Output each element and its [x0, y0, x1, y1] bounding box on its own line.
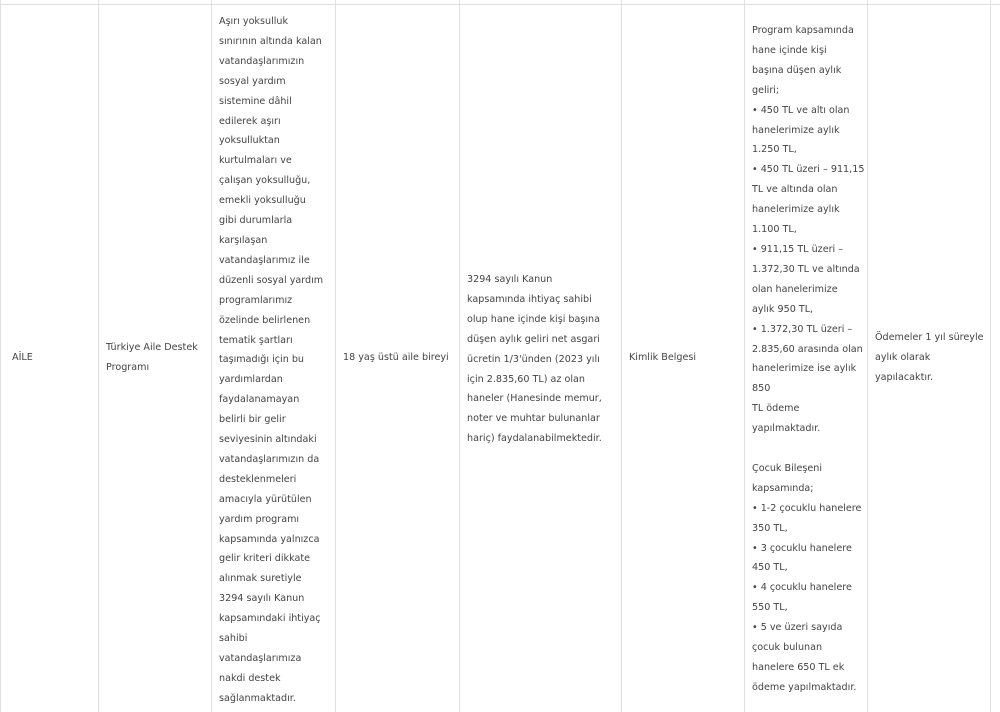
purpose-line: sınırının altında kalan	[219, 35, 322, 47]
purpose-line: yardım programı	[219, 513, 300, 525]
purpose-line: kapsamındaki ihtiyaç	[219, 613, 321, 625]
amount-line: • 450 TL üzeri – 911,15	[752, 164, 865, 176]
column-divider	[459, 5, 460, 712]
amount-line: • 1.372,30 TL üzeri –	[752, 323, 853, 335]
amount-line: hanelerimize aylık	[752, 124, 840, 136]
amount-line: TL ve altında olan	[752, 184, 838, 196]
amount-line: ödeme yapılmaktadır.	[752, 681, 857, 693]
amount-line: • 911,15 TL üzeri –	[752, 243, 844, 255]
purpose-line: nakdi destek	[219, 672, 281, 684]
amount-line: • 450 TL ve altı olan	[752, 104, 850, 116]
amount-line: kapsamında;	[752, 482, 814, 494]
criteria-cell	[467, 270, 602, 449]
purpose-line: taşımadığı için bu	[219, 354, 304, 366]
criteria-line: için 2.835,60 TL) az olan	[467, 373, 585, 385]
amount-line: çocuk bulunan	[752, 642, 823, 654]
amount-line: hanelere 650 TL ek	[752, 661, 845, 673]
table-row	[0, 5, 1000, 712]
purpose-line: amacıyla yürütülen	[219, 493, 312, 505]
amount-line: geliri;	[752, 84, 780, 96]
amount-line: Program kapsamında	[752, 25, 854, 36]
applicant-cell	[343, 348, 449, 368]
criteria-line: noter ve muhtar bulunanlar	[467, 413, 600, 425]
payment-cell	[875, 328, 984, 388]
column-divider	[744, 5, 745, 712]
amount-line: Çocuk Bileşeni	[752, 462, 822, 474]
payment-line: yapılacaktır.	[875, 371, 934, 383]
purpose-line: vatandaşlarımızın	[219, 55, 305, 67]
purpose-line: desteklenmeleri	[219, 473, 297, 485]
amount-line: 350 TL,	[752, 522, 788, 534]
amount-line: hane içinde kişi	[752, 44, 827, 56]
column-divider	[211, 5, 212, 712]
purpose-line: sahibi	[219, 633, 248, 645]
purpose-line: 3294 sayılı Kanun	[219, 593, 305, 605]
amount-line: 1.250 TL,	[752, 144, 797, 156]
purpose-line: yoksulluktan	[219, 135, 280, 147]
payment-line: Ödemeler 1 yıl süreyle	[875, 332, 984, 343]
purpose-line: faydalanamayan	[219, 394, 300, 406]
amount-cell	[752, 21, 864, 698]
amount-line	[752, 439, 864, 459]
program-line: Türkiye Aile Destek	[106, 342, 198, 353]
purpose-line: sağlanmaktadır.	[219, 692, 296, 704]
purpose-line: vatandaşlarımıza	[219, 653, 302, 664]
amount-line: • 4 çocuklu hanelere	[752, 582, 852, 594]
criteria-line: 3294 sayılı Kanun	[467, 274, 553, 285]
criteria-line: kapsamında ihtiyaç sahibi	[467, 293, 592, 305]
program-cell	[106, 338, 198, 378]
column-divider	[98, 5, 99, 712]
criteria-line: hariç) faydalanabilmektedir.	[467, 433, 602, 445]
purpose-line: programlarımız	[219, 294, 293, 306]
payment-line: aylık olarak	[875, 351, 931, 363]
column-divider	[990, 5, 991, 712]
purpose-line: alınmak suretiyle	[219, 573, 302, 585]
column-divider	[0, 5, 1, 712]
purpose-line: gibi durumlarla	[219, 215, 293, 227]
purpose-line: belirli bir gelir	[219, 414, 286, 426]
criteria-line: düşen aylık geliri net asgari	[467, 333, 600, 345]
purpose-line: seviyesinin altındaki	[219, 434, 317, 446]
purpose-line: Aşırı yoksulluk	[219, 16, 289, 27]
purpose-line: yardımlardan	[219, 374, 283, 386]
amount-line: yapılmaktadır.	[752, 423, 821, 435]
column-divider	[621, 5, 622, 712]
amount-line: hanelerimize aylık	[752, 204, 840, 216]
amount-line: 1.372,30 TL ve altında	[752, 263, 860, 275]
purpose-line: sosyal yardım	[219, 75, 286, 87]
amount-line: • 1-2 çocuklu hanelere	[752, 502, 862, 514]
amount-line: 550 TL,	[752, 602, 788, 614]
category-cell	[12, 348, 33, 368]
amount-line: TL ödeme	[752, 403, 800, 415]
program-line: Programı	[106, 361, 150, 373]
amount-line: aylık 950 TL,	[752, 303, 814, 315]
purpose-cell	[219, 12, 323, 709]
amount-line: 1.100 TL,	[752, 224, 797, 236]
column-divider	[335, 5, 336, 712]
purpose-line: gelir kriteri dikkate	[219, 553, 311, 565]
amount-line: 450 TL,	[752, 562, 788, 574]
purpose-line: çalışan yoksulluğu,	[219, 175, 311, 187]
criteria-line: haneler (Hanesinde memur,	[467, 393, 602, 405]
amount-line: • 3 çocuklu hanelere	[752, 542, 852, 554]
amount-line: başına düşen aylık	[752, 64, 842, 76]
purpose-line: karşılaşan	[219, 234, 268, 246]
purpose-line: sistemine dâhil	[219, 95, 292, 107]
purpose-line: düzenli sosyal yardım	[219, 274, 324, 286]
column-divider	[867, 5, 868, 712]
documents-cell	[629, 348, 696, 368]
applicant-text: 18 yaş üstü aile bireyi	[343, 352, 449, 363]
documents-text: Kimlik Belgesi	[629, 352, 697, 363]
criteria-line: ücretin 1/3'ünden (2023 yılı	[467, 353, 600, 365]
purpose-line: emekli yoksulluğu	[219, 195, 306, 207]
purpose-line: özelinde belirlenen	[219, 314, 311, 326]
amount-line: 850	[752, 383, 771, 395]
amount-line: olan hanelerimize	[752, 283, 838, 295]
purpose-line: edilerek aşırı	[219, 115, 281, 127]
purpose-line: kapsamında yalnızca	[219, 533, 320, 545]
criteria-line: olup hane içinde kişi başına	[467, 313, 601, 325]
purpose-line: kurtulmaları ve	[219, 155, 292, 167]
purpose-line: vatandaşlarımız ile	[219, 254, 310, 266]
purpose-line: tematik şartları	[219, 334, 293, 346]
category-text: AİLE	[12, 352, 33, 363]
amount-line: 2.835,60 arasında olan	[752, 343, 863, 355]
amount-line: hanelerimize ise aylık	[752, 363, 857, 375]
purpose-line: vatandaşlarımızın da	[219, 453, 320, 465]
amount-line: • 5 ve üzeri sayıda	[752, 622, 843, 634]
